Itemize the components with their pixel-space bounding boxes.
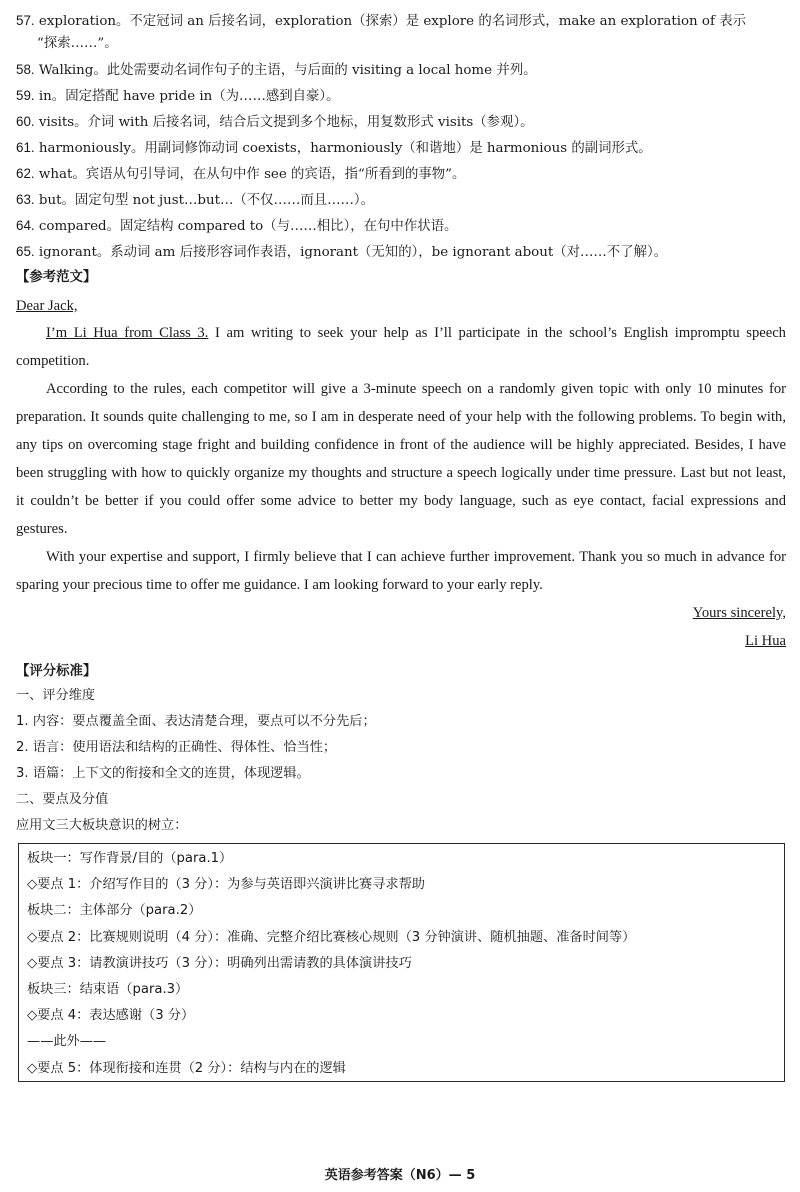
answer-number: 58. — [16, 62, 35, 77]
essay-paragraph-2: According to the rules, each competitor will give a 3-minute speech on a randomly given topic with only 10 minutes for preparation. It sounds quite challenging to me, so I am in desperate need of your help with the following problems. To begin with, any tips on overcoming stage fright and building confidence in front of the audience will be highly appreciated. Besides, I have been struggling with how to quickly organize my thoughts and structure a speech logically under time pressure. Last but not least, it couldn’t be better if you could offer some advice to better my body language, such as eye contact, facial expressions and gestures. — [16, 381, 786, 537]
criteria-heading: 【评分标准】 — [16, 664, 97, 679]
scoring-criteria — [16, 687, 786, 834]
answer-text: visits。介词 with 后接名词，结合后文提到多个地标，用复数形式 visits（参观）。 — [38, 115, 534, 130]
box-block-title: 板块一：写作背景/目的（para.1） — [27, 851, 233, 866]
answer-item — [16, 191, 786, 208]
answer-item — [16, 243, 786, 260]
box-point: ◇要点 5：体现衔接和连贯（2 分）：结构与内在的逻辑 — [27, 1060, 346, 1076]
answer-text: “探索……”。 — [37, 36, 118, 51]
answer-item — [16, 217, 786, 234]
box-block-title: 板块二：主体部分（para.2） — [27, 903, 202, 919]
answer-text: exploration。不定冠词 an 后接名词，exploration（探索）是 explore 的名词形式，make an exploration of 表示 — [38, 14, 746, 29]
answer-number: 61. — [16, 140, 35, 155]
essay-greeting: Dear Jack, — [16, 298, 78, 314]
box-point: ◇要点 3：请教演讲技巧（3 分）：明确列出需请教的具体演讲技巧 — [27, 955, 412, 971]
essay-paragraph-1 — [16, 319, 786, 375]
answer-item — [16, 12, 786, 52]
box-point: ◇要点 1：介绍写作目的（3 分）：为参与英语即兴演讲比赛寻求帮助 — [27, 877, 425, 893]
box-separator: ——此外—— — [27, 1034, 107, 1050]
essay-signature-text: Li Hua — [745, 633, 786, 649]
answer-item — [16, 61, 786, 78]
criteria-intro: 应用文三大板块意识的树立： — [16, 818, 188, 833]
answer-item — [16, 113, 786, 130]
essay-closing — [16, 599, 786, 627]
essay-intro-underlined: I’m Li Hua from Class 3. — [46, 325, 209, 341]
criteria-section-title: 二、要点及分值 — [16, 792, 109, 807]
answer-number: 60. — [16, 114, 35, 129]
answer-text: what。宾语从句引导词，在从句中作 see 的宾语，指“所看到的事物”。 — [38, 167, 466, 182]
points-box — [18, 843, 785, 1082]
answer-item — [16, 139, 786, 156]
sample-essay — [16, 293, 786, 655]
answer-number: 65. — [16, 244, 35, 259]
answer-text: ignorant。系动词 am 后接形容词作表语，ignorant（无知的），be ignorant about（对……不了解）。 — [38, 245, 668, 260]
answer-text: harmoniously。用副词修饰动词 coexists，harmoniously（和谐地）是 harmonious 的副词形式。 — [38, 141, 652, 156]
answer-item — [16, 87, 786, 104]
answer-text: Walking。此处需要动名词作句子的主语，与后面的 visiting a local home 并列。 — [38, 63, 537, 78]
essay-paragraph-3: With your expertise and support, I firmly believe that I can achieve further improvement. Thank you so much in advance for sparing your precious time to offer me guidance. I am looking forward to your early reply. — [16, 549, 786, 593]
answer-number: 63. — [16, 192, 35, 207]
box-point: ◇要点 4：表达感谢（3 分） — [27, 1008, 195, 1024]
essay-heading: 【参考范文】 — [16, 270, 97, 285]
answer-number: 57. — [16, 13, 35, 28]
answer-text: but。固定句型 not just…but…（不仅……而且……）。 — [38, 193, 374, 208]
criteria-item: 2. 语言：使用语法和结构的正确性、得体性、恰当性； — [16, 740, 337, 755]
answer-text: in。固定搭配 have pride in（为……感到自豪）。 — [38, 89, 340, 104]
essay-intro-rest: I am writing to seek your help as I’ll participate in the school’s English impromptu speech competition. — [16, 325, 786, 369]
box-block-title: 板块三：结束语（para.3） — [27, 981, 189, 997]
criteria-item: 1. 内容：要点覆盖全面、表达清楚合理，要点可以不分先后； — [16, 714, 376, 729]
answer-item — [16, 165, 786, 182]
answer-number: 62. — [16, 166, 35, 181]
answer-list — [16, 12, 786, 260]
answer-number: 59. — [16, 88, 35, 103]
essay-signature — [16, 627, 786, 655]
answer-number: 64. — [16, 218, 35, 233]
box-point: ◇要点 2：比赛规则说明（4 分）：准确、完整介绍比赛核心规则（3 分钟演讲、随机抽题、准备时间等） — [27, 929, 636, 945]
criteria-section-title: 一、评分维度 — [16, 688, 96, 703]
essay-closing-text: Yours sincerely, — [692, 605, 786, 621]
answer-text: compared。固定结构 compared to（与……相比），在句中作状语。 — [38, 219, 458, 234]
criteria-item: 3. 语篇：上下文的衔接和全文的连贯，体现逻辑。 — [16, 766, 310, 781]
page-footer: 英语参考答案（N6）— 5 — [324, 1168, 476, 1183]
